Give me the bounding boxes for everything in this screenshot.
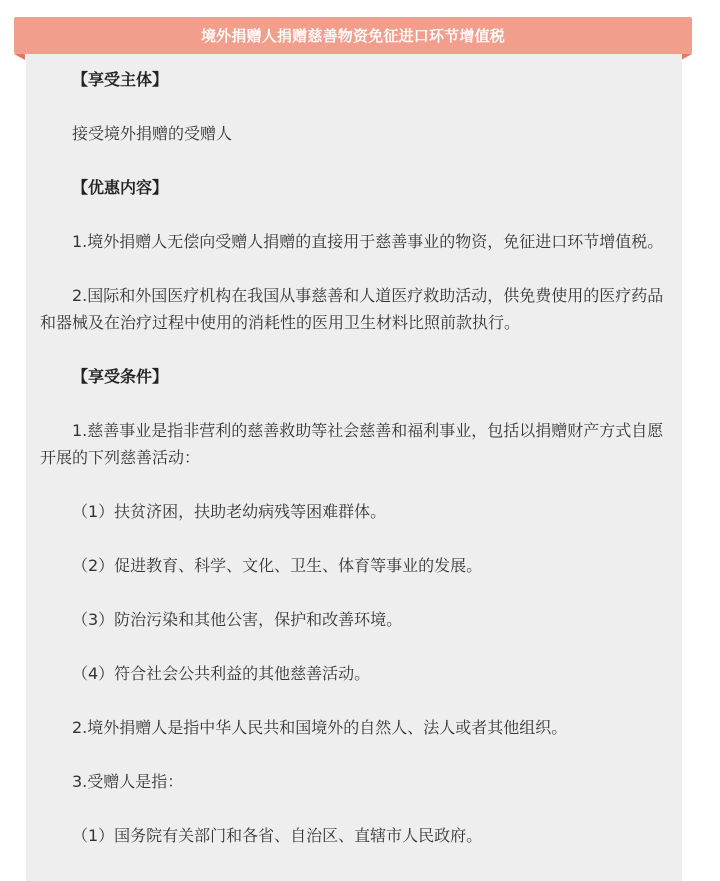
list-item-condition-1-4: （4）符合社会公共利益的其他慈善活动。: [72, 664, 371, 683]
list-item-condition-1-2: （2）促进教育、科学、文化、卫生、体育等事业的发展。: [72, 556, 483, 575]
paragraph-condition-2: 2.境外捐赠人是指中华人民共和国境外的自然人、法人或者其他组织。: [72, 718, 568, 737]
content-panel: [26, 54, 682, 881]
banner-fold-right: [681, 54, 692, 60]
heading-conditions: 【享受条件】: [72, 367, 169, 386]
heading-beneficiary: 【享受主体】: [72, 70, 169, 89]
list-item-condition-1-3: （3）防治污染和其他公害，保护和改善环境。: [72, 610, 403, 629]
section-title-banner: [14, 17, 692, 54]
list-item-condition-3-1: （1）国务院有关部门和各省、自治区、直辖市人民政府。: [72, 826, 483, 845]
paragraph-beneficiary: 接受境外捐赠的受赠人: [72, 124, 233, 143]
paragraph-condition-3: 3.受赠人是指：: [72, 772, 184, 791]
banner-fold-left: [14, 54, 25, 60]
list-item-condition-1-1: （1）扶贫济困，扶助老幼病残等困难群体。: [72, 502, 387, 521]
section-title: 境外捐赠人捐赠慈善物资免征进口环节增值税: [200, 27, 505, 45]
paragraph-benefit-1: 1.境外捐赠人无偿向受赠人捐赠的直接用于慈善事业的物资，免征进口环节增值税。: [72, 232, 664, 251]
heading-benefit: 【优惠内容】: [72, 178, 169, 197]
paragraph-condition-1: 1.慈善事业是指非营利的慈善救助等社会慈善和福利事业，包括以捐赠财产方式自愿开展的下列慈善活动：: [40, 421, 664, 467]
paragraph-benefit-2: 2.国际和外国医疗机构在我国从事慈善和人道医疗救助活动，供免费使用的医疗药品和器械及在治疗过程中使用的消耗性的医用卫生材料比照前款执行。: [40, 286, 664, 332]
